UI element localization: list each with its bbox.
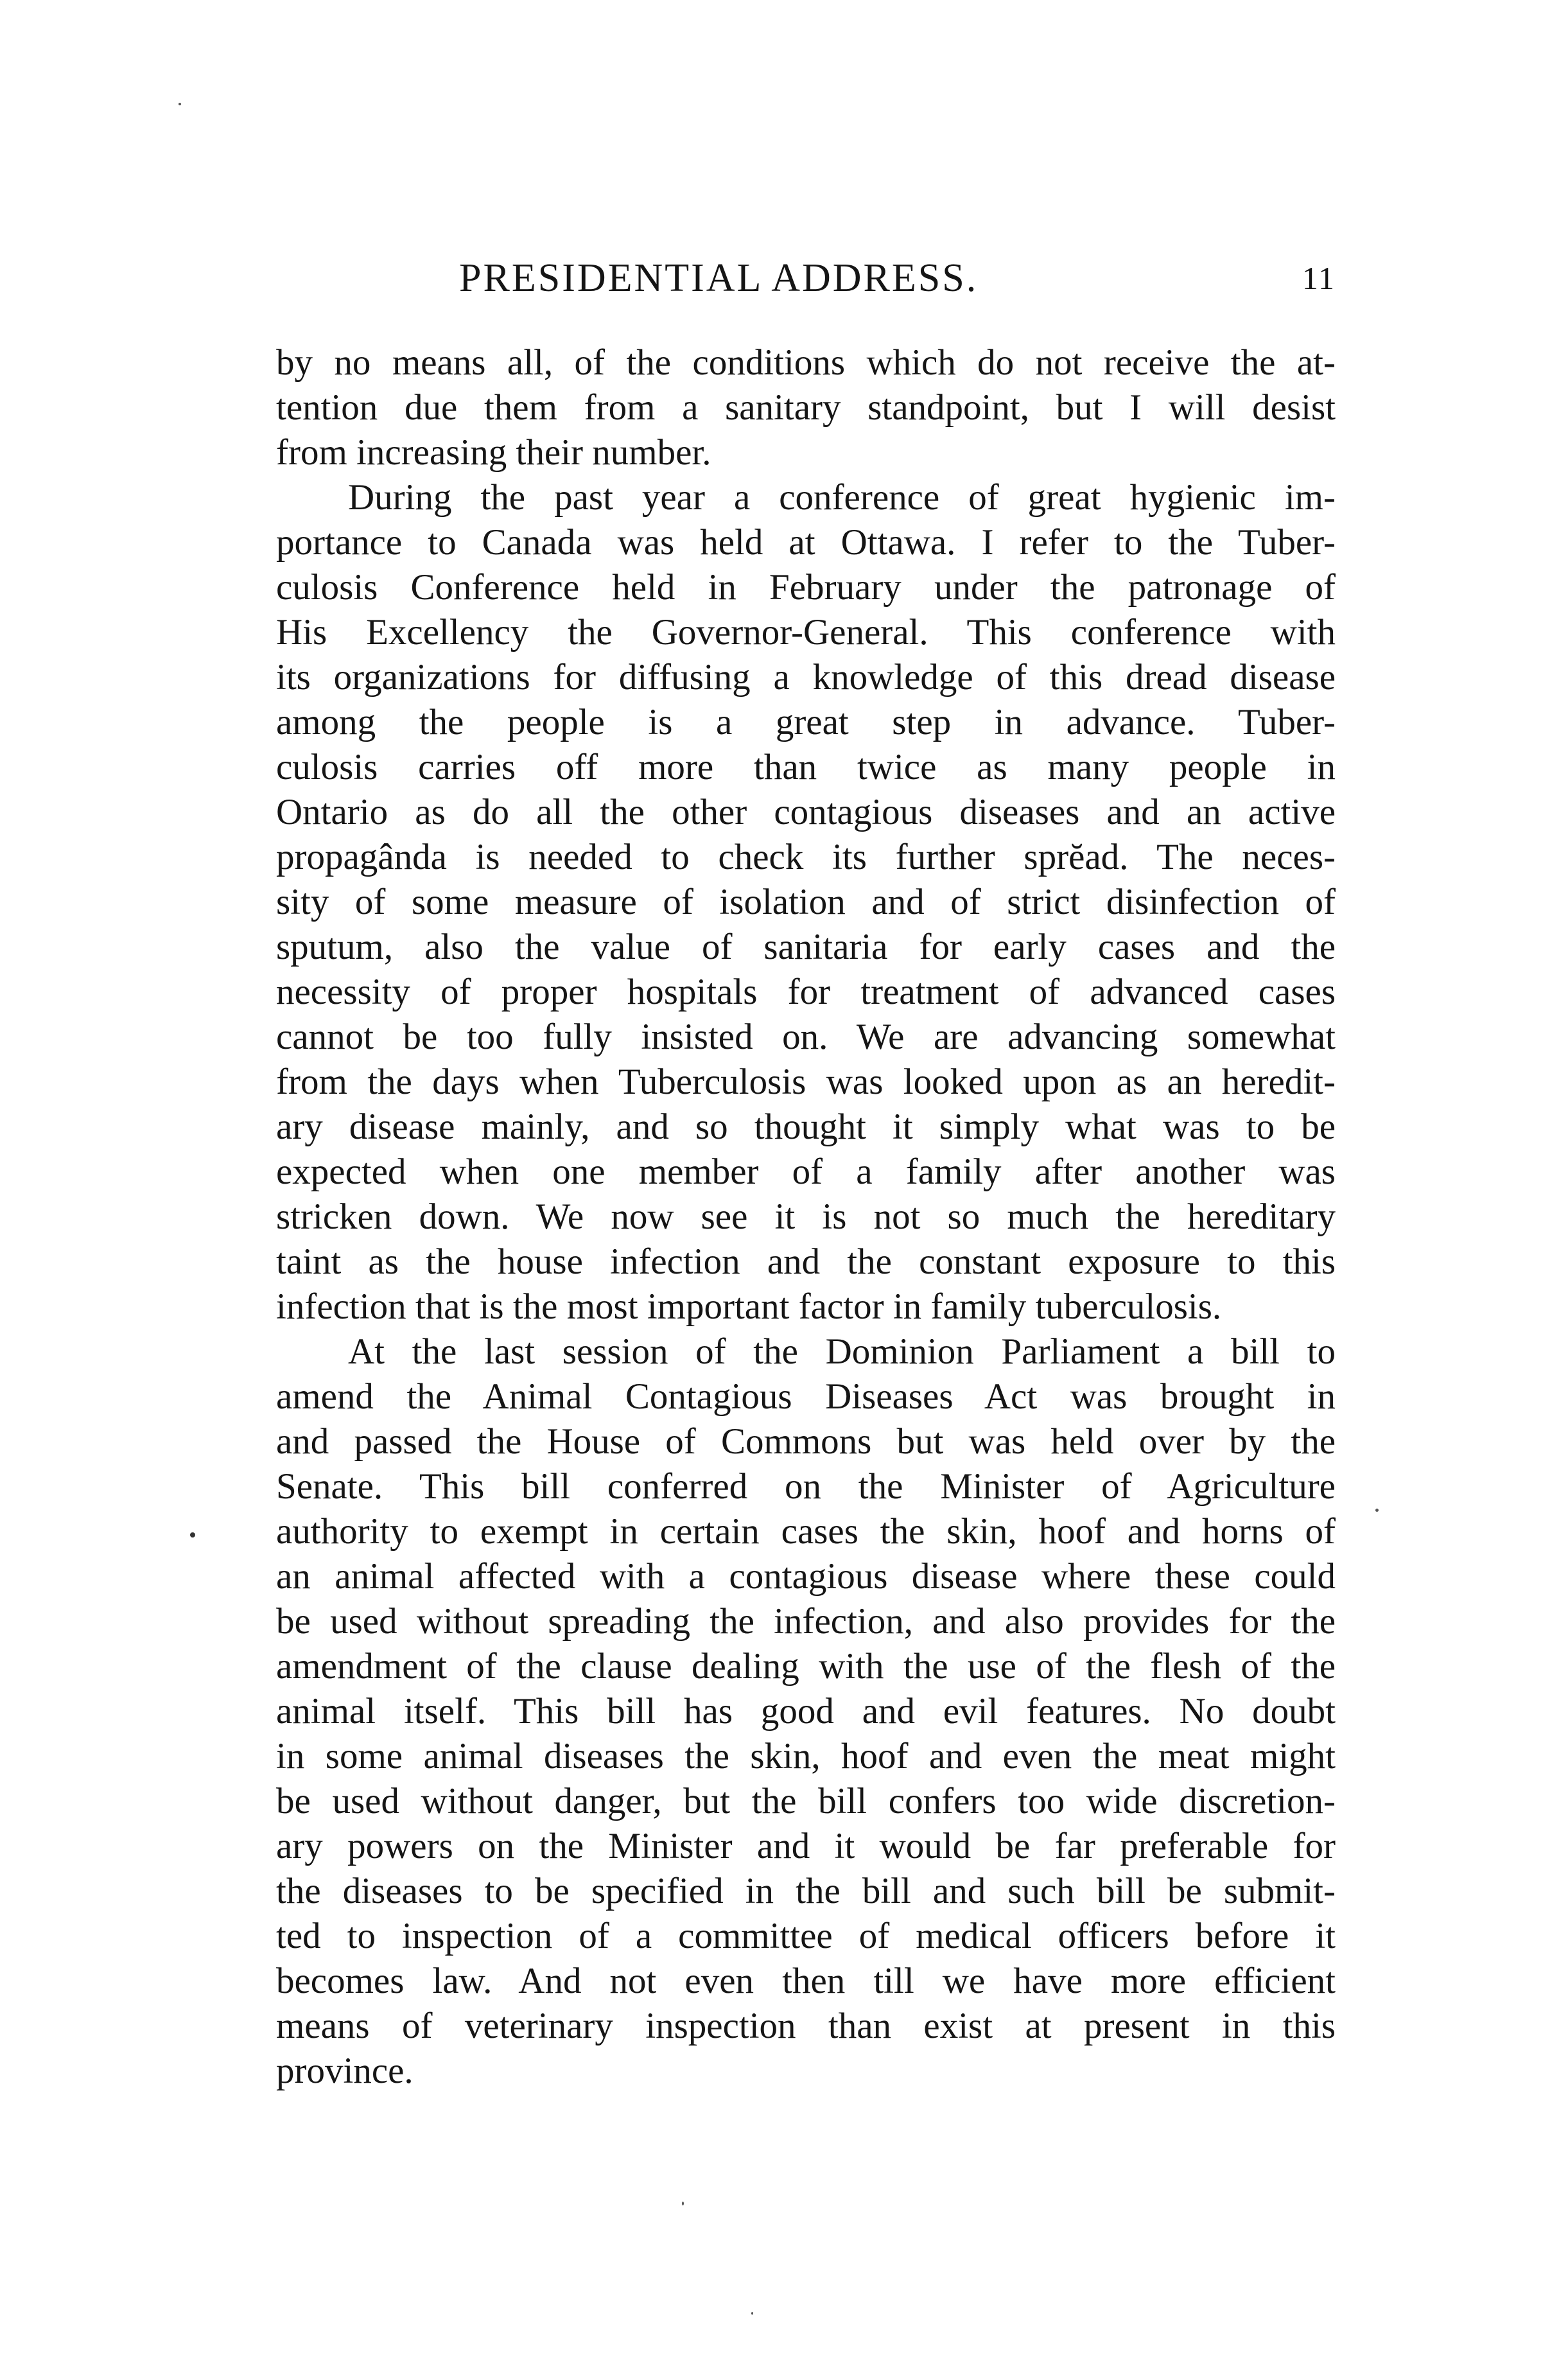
text-line: becomes law. And not even then till we have more efficient: [276, 1961, 1336, 2001]
text-line: Senate. This bill conferred on the Minister of Agriculture: [276, 1466, 1336, 1507]
text-line: At the last session of the Dominion Parliament a bill to: [348, 1331, 1336, 1372]
text-line: cannot be too fully insisted on. We are advancing somewhat: [276, 1017, 1336, 1057]
text-line: ary powers on the Minister and it would be far preferable for: [276, 1826, 1336, 1866]
text-line: necessity of proper hospitals for treatment of advanced cases: [276, 972, 1336, 1012]
text-line: expected when one member of a family after another was: [276, 1152, 1336, 1192]
text-line: be used without danger, but the bill confers too wide discretion-: [276, 1781, 1336, 1821]
text-line: animal itself. This bill has good and evil features. No doubt: [276, 1691, 1336, 1731]
text-line: portance to Canada was held at Ottawa. I refer to the Tuber-: [276, 522, 1336, 563]
text-line: in some animal diseases the skin, hoof and even the meat might: [276, 1736, 1336, 1776]
scan-speck: [682, 2202, 684, 2205]
text-line: means of veterinary inspection than exist at present in this: [276, 2006, 1336, 2046]
paragraph-3: [276, 1329, 1336, 2094]
body-text: [276, 340, 1336, 2094]
text-line: from increasing their number.: [276, 432, 711, 473]
text-line: among the people is a great step in advance. Tuber-: [276, 702, 1336, 742]
page-number: 11: [1302, 260, 1336, 296]
scan-speck: [751, 2312, 753, 2315]
text-line: authority to exempt in certain cases the skin, hoof and horns of: [276, 1511, 1336, 1552]
text-line: the diseases to be specified in the bill and such bill be submit-: [276, 1871, 1336, 1911]
text-line: Ontario as do all the other contagious diseases and an active: [276, 792, 1336, 832]
text-line: its organizations for diffusing a knowledge of this dread disease: [276, 657, 1336, 697]
text-line: ary disease mainly, and so thought it simply what was to be: [276, 1107, 1336, 1147]
scan-speck: [190, 1532, 195, 1538]
scan-speck: [1375, 1509, 1379, 1512]
text-line: province.: [276, 2051, 414, 2091]
text-line: and passed the House of Commons but was held over by the: [276, 1421, 1336, 1462]
text-line: culosis Conference held in February under the patronage of: [276, 567, 1336, 608]
text-line: be used without spreading the infection, and also provides for the: [276, 1601, 1336, 1642]
text-line: culosis carries off more than twice as many people in: [276, 747, 1336, 787]
text-line: taint as the house infection and the constant exposure to this: [276, 1241, 1336, 1282]
text-line: by no means all, of the conditions which do not receive the at-: [276, 342, 1336, 383]
text-line: propagânda is needed to check its further sprĕad. The neces-: [276, 837, 1336, 877]
text-line: from the days when Tuberculosis was looked upon as an heredit-: [276, 1062, 1336, 1102]
text-line: ted to inspection of a committee of medical officers before it: [276, 1916, 1336, 1956]
scan-speck: [179, 103, 181, 105]
text-line: infection that is the most important factor in family tuberculosis.: [276, 1286, 1222, 1327]
text-line: stricken down. We now see it is not so much the hereditary: [276, 1196, 1336, 1237]
running-title: PRESIDENTIAL ADDRESS.: [459, 256, 979, 300]
text-line: sity of some measure of isolation and of strict disinfection of: [276, 882, 1336, 922]
text-line: tention due them from a sanitary standpoint, but I will desist: [276, 387, 1336, 428]
paragraph-2: [276, 475, 1336, 1329]
text-line: amend the Animal Contagious Diseases Act was brought in: [276, 1376, 1336, 1417]
text-line: During the past year a conference of great hygienic im-: [348, 477, 1336, 518]
running-head: [276, 249, 1336, 307]
text-line: an animal affected with a contagious disease where these could: [276, 1556, 1336, 1597]
paragraph-1: [276, 340, 1336, 475]
text-line: amendment of the clause dealing with the use of the flesh of the: [276, 1646, 1336, 1687]
text-line: sputum, also the value of sanitaria for early cases and the: [276, 927, 1336, 967]
text-line: His Excellency the Governor-General. This conference with: [276, 612, 1336, 653]
